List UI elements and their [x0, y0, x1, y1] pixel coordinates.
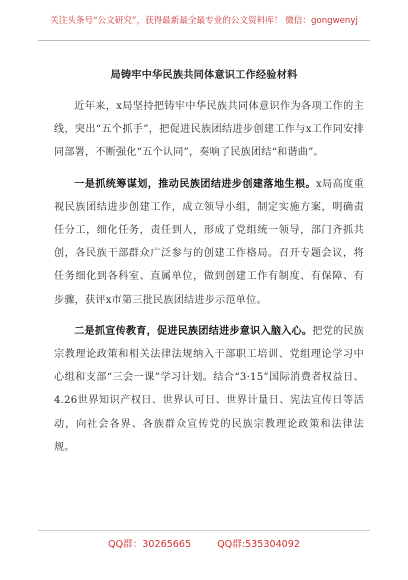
paragraph-text: x局高度重视民族团结进步创建工作，成立领导小组，制定实施方案，明确责任分工，细化任务，责任到人，形成了党组统一领导，部门齐抓共创，各民族干部群众广泛参与的创建工作格局。召开专题会议，将任务细化到各科室、直属单位，做到创建工作有制度、有保障、有步骤，获评x市第三批民族团结进步示范单位。 [54, 178, 364, 306]
paragraph-heading: 一是抓统筹谋划，推动民族团结进步创建落地生根。 [74, 178, 316, 190]
footer-qq-group-1: QQ群：30265665 [108, 539, 192, 550]
paragraph-heading: 二是抓宣传教育，促进民族团结进步意识入脑入心。 [74, 325, 313, 337]
page-header-promo: 关注头条号“公文研究”，获得最新最全最专业的公文资料库！ 微信：gongwenyj [50, 16, 358, 26]
paragraph-text: 把党的民族宗教理论政策和相关法律法规纳入干部职工培训、党组理论学习中心组和支部“三会一课”学习计划。结合“3·15”国际消费者权益日、4.26世界知识产权日、世界认可日、世界计量日、宪法宣传日等活动，向社会各界、各族群众宣传党的民族宗教理论政策和法律法规。 [54, 325, 365, 453]
page-footer [0, 536, 408, 550]
document-title: 局铸牢中华民族共同体意识工作经验材料 [110, 70, 298, 81]
paragraph-education [54, 320, 364, 459]
paragraph-text: 近年来，x局坚持把铸牢中华民族共同体意识作为各项工作的主线，突出“五个抓手”，把促进民族团结进步创建工作与x工作同安排同部署，不断强化“五个认同”，奏响了民族团结“和谐曲”。 [54, 101, 364, 159]
paragraph-planning [54, 173, 364, 312]
paragraph-intro [54, 95, 364, 165]
footer-divider [38, 530, 370, 531]
footer-qq-group-2: QQ群:535304092 [217, 539, 300, 550]
header-divider [38, 40, 370, 41]
document-body [54, 95, 364, 460]
